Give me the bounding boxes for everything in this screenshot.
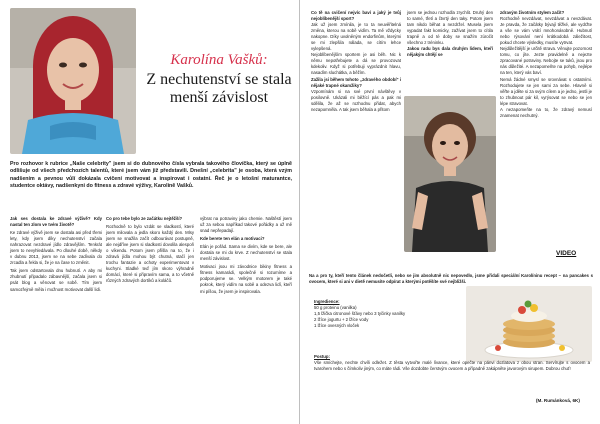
question: Kde berete ten elán a motivaci?: [200, 236, 265, 242]
page-fold: [299, 0, 300, 424]
portrait-illustration: [10, 8, 136, 154]
answer: Nemá žádné smysl se srovnávat s ostatními. Rozhodujete se jen sami za sebe. Hlavně si věřte a jděte si za svým cílem a je jedno, jestli je to zhubnout pár kil, vyrýsovat se nebo se jen lépe stravovat.: [500, 76, 592, 106]
column-5: [407, 10, 493, 58]
answer: Nejoblíbenějším sportem je asi běh. Nic k němu nepotřebujete a dá se provozovat kdekoliv. Když si potřebuji vyprázdnit hlavu, nasadím sluchátka, a běžím.: [311, 52, 401, 76]
ingredients-heading: Ingredience:: [314, 299, 340, 304]
recipe-ingredients: [314, 299, 454, 329]
title-name: Karolína Vašků:: [170, 52, 268, 68]
answer: jsem se jednou rozhodla zrychlit. Druhý den to samé, třetí a čtvrtý den taky. Potom jsem tam nikdo běhat a nezdržel. Musela jsem vypadat fakt komicky, zažívat jsem to cítila trapně a od té doby se snažím zúročit všechno z tréninku.: [407, 10, 493, 46]
column-2: [106, 216, 194, 287]
pancakes-illustration: [466, 286, 592, 362]
answer: Rozhodně nevzdávat, nevzdávat a nevzdávat. Je pravda, že začátky bývají těžké, ale vydržte a vše se vám vrátí mnohonásobně. Hubnutí nebo rýsování není krátkodobá záležitost, pokud chcete výsledky, musíte vytrvat.: [500, 16, 592, 46]
ingredient-item: 1,5 lžička citronové šťávy nebo 3 tyčinky vanilky: [314, 311, 406, 317]
pancakes-photo: [466, 286, 592, 362]
ingredient-item: 1 lžíce ovesných vloček: [314, 323, 360, 329]
question: Jak ses dostala ke zdravé výživě? Kdy nastal ten zlom ve tvém životě?: [10, 216, 102, 228]
answer: A nezapomeňte na to, že zdravý nemusí znamenat nechutný.: [500, 106, 592, 118]
question: Co pro tebe bylo ze začátku nejtěžší?: [106, 216, 183, 221]
answer: Elán je pořád. Sama se divím, kde se bere, ale dostala se mi do krve. Z nechutenství se stala menší závislost.: [200, 244, 292, 262]
gym-photo: [404, 96, 496, 252]
question: Jakou radu bys dala druhým lidem, kteří nějakým chtějí se: [407, 46, 493, 58]
answer: Nejdůležitější je určitě strava. Věnujte pozornost tomu, co jíte. Jezte pravidelně a nejezte zpracované potraviny. Nebojte se tuků, jsou pro nás důležité. A nezapomeňte na pohyb, nejlépe na ten, který vás baví.: [500, 46, 592, 76]
answer: Tak jsem odstartovala dnu hubnutí. A aby mi zhubnutí připadalo zábavnější, začala jsem si psát blog a věnovat se sobě. Tím jsem samozřejmě měla i možnost motivovat další lidi.: [10, 268, 102, 292]
question: Co tě na cvičení nejvíc baví a jaký je tvůj nejoblíbenější sport?: [311, 10, 401, 22]
answer: Vzpomínám si na své první návštěvy v posilovně. Ukázali mi běžící pás a pak mi sdělila, že až se rozhodnu přidat, abych nezapomněla. A tak jsem běhala a přitom: [311, 88, 401, 112]
answer: Rozhodně to bylo vzdát se sladkostí, které jsem milovala a jedla skoro každý den. Mlsy jsem se snažila začít odbourávat postupně, ale nejdříve jsem si sladkosti dovolila alespoň o víkendu. Potom jsem přišla na to, že i zdravá jídla mohou být chutná, stačí jen trochu fantazie a ochoty experimentovat v kuchyni. Sladké teď jím skoro výhradně domácí, které si připravím sama, a to včetně různých zdravých dortíků a koláčů.: [106, 224, 194, 284]
question: zdravým životním stylem začít?: [500, 10, 565, 15]
title-main: Z nechutenství se stala menší závislost: [146, 71, 292, 106]
answer: Jak už jsem zmínila, je to ta neuvěřitelná změna, kterou na sobě vidím. Ta mě vždycky nakopne. Díky uvolněným endorfinům, kterými se mi zlepšila nálada, se cítím lehce vylepšená.: [311, 22, 401, 52]
gym-illustration: [404, 96, 496, 252]
answer: Ke zdravé výživě jsem se dostala asi před třemi lety, kdy jsem díky nechutenství začala nahrazovat nezdravé jídlo zdravějším. Tenkrát jsem to nevyhledávala. Po dlouhé době, někdy v dubnu 2013, jsem se na sebe zadívala do zrcadla a řekla si, že je na čase to změnit.: [10, 230, 102, 266]
ingredient-item: 2 lžíce jogurtu + 2 lžíce vody: [314, 317, 369, 323]
article-title: [140, 52, 298, 107]
video-link[interactable]: VIDEO: [556, 250, 577, 257]
question: Zažila jsi během tohoto „zdravého období" i nějaké trapné okamžiky?: [311, 76, 401, 88]
column-4: [311, 10, 401, 113]
answer: Motivaci jsou mi závodnice bikiny fitness a fitness kamarádi, společně si rozumíme a podporujeme se. Velkým motorem je také pokrok, který vidím na sobě a odezva lidí, kteří mi píšou, že jsem je inspirovala.: [200, 264, 292, 294]
ingredient-item: 50 g proteinu (vanilka): [314, 305, 357, 311]
column-1: [10, 216, 102, 295]
procedure-heading: Postup:: [314, 354, 330, 359]
recipe-procedure: [314, 354, 590, 372]
portrait-photo: [10, 8, 136, 154]
intro-paragraph: Pro rozhovor k rubrice „Naše celebrity" jsem si do dubnového čísla vybrala takového človíčka, který se úplně odlišuje od všech předchozích talentů, které jsem vám již představili. Dnešní „celebrita" je osoba, která vzým nadšením a pevnou vůlí dokázala cvičení motivovat a inspirovat i ostatní. Řeč je o letošní maturantce, studentce oktávy, nadšenkyni do fitness a zdravé výživy, Karolíně Vašků.: [10, 161, 292, 190]
answer: výbrat na potraviny jako chemie. Naštěstí jsem už za sebou napříkad takové pořádky a už mě snad nepřepadají.: [200, 216, 292, 234]
column-3: [200, 216, 292, 297]
procedure-text: Vše smíchejte, nechte chvíli odležet. Z těsta vytvořte malé lívance, které opečte na pánvi dozlatova z obou stran. Servírujte s ovocem a tvarohem nebo s čímkoliv jiným, co máte rádi. Vše dozdobte čerstvým ovocem a případně zakápněte javorovým sirupem. Dobrou chuť!: [314, 360, 590, 372]
recipe-intro: Na a pro ty, kteří tento článek nedočetli, nebo se jim absolutně nic nepovedlo, jsme přidali speciální Karolíninu recept – na pancakes s ovocem, které si ani v dietě nemusíte odpírat a kterými potěšíte své nejbližší.: [309, 273, 593, 285]
column-6: [500, 10, 592, 119]
author-credit: (M. Rumánková, 6K): [536, 398, 580, 403]
